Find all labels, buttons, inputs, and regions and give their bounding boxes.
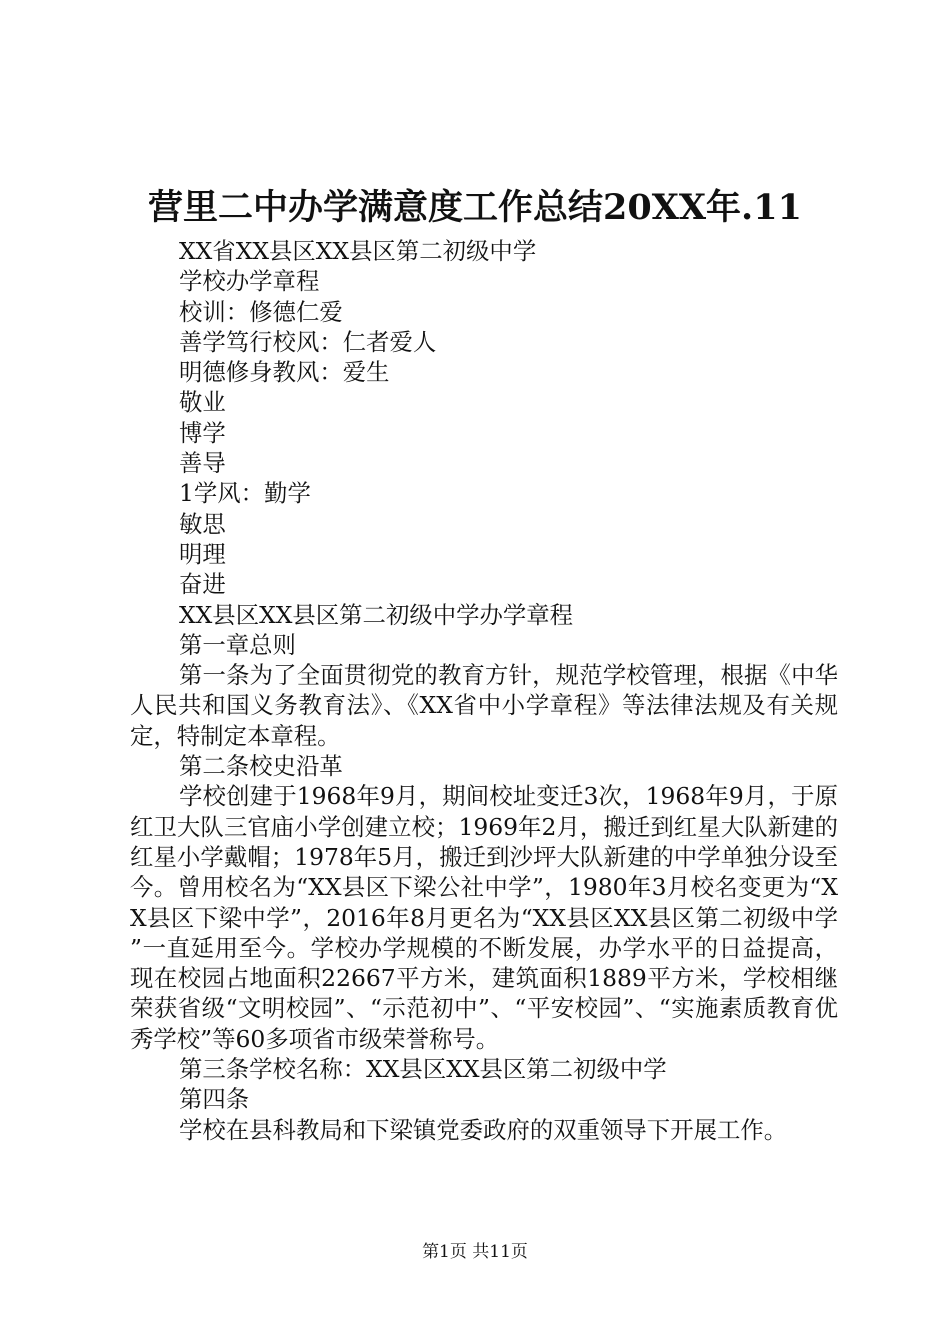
study-spirit-line: 1学风：勤学 (179, 479, 311, 508)
document-body (130, 236, 838, 1145)
school-name-line: XX省XX县区XX县区第二初级中学 (179, 237, 537, 265)
document-title: 营里二中办学满意度工作总结20XX年.11 (148, 187, 802, 228)
chapter-one-heading: 第一章总则 (179, 630, 296, 659)
article-one-paragraph: 第一条为了全面贯彻党的教育方针，规范学校管理，根据《中华人民共和国义务教育法》、《XX省中小学章程》等法律法规及有关规定，特制定本章程。 (130, 661, 838, 750)
page-number-footer: 第1页 共11页 (422, 1242, 528, 1262)
text-line: 奋进 (179, 570, 226, 599)
teaching-spirit-line: 明德修身教风：爱生 (179, 358, 390, 387)
text-line: 敏思 (179, 509, 226, 538)
text-line: 善导 (179, 449, 226, 478)
article-two-paragraph: 学校创建于1968年9月，期间校址变迁3次，1968年9月，于原红卫大队三官庙小学创建立校；1969年2月，搬迁到红星大队新建的红星小学戴帽；1978年5月，搬迁到沙坪大队新建的中学单独分设至今。曾用校名为“XX县区下梁公社中学”，1980年3月校名变更为“XX县区下梁中学”，2016年8月更名为“XX县区XX县区第二初级中学”一直延用至今。学校办学规模的不断发展，办学水平的日益提高，现在校园占地面积22667平方米，建筑面积1889平方米，学校相继荣获省级“文明校园”、“示范初中”、“平安校园”、“实施素质教育优秀学校”等60多项省市级荣誉称号。 (130, 782, 838, 1053)
article-four-line: 学校在县科教局和下梁镇党委政府的双重领导下开展工作。 (179, 1115, 788, 1144)
charter-title-line: XX县区XX县区第二初级中学办学章程 (179, 600, 574, 629)
text-line: 博学 (179, 418, 226, 447)
article-three-line: 第三条学校名称：XX县区XX县区第二初级中学 (179, 1055, 667, 1084)
text-line: 明理 (179, 539, 226, 568)
text-line: 敬业 (179, 388, 226, 417)
motto-line: 校训：修德仁爱 (179, 297, 343, 326)
charter-heading-line: 学校办学章程 (179, 267, 320, 296)
article-four-heading: 第四条 (179, 1085, 250, 1114)
article-two-heading: 第二条校史沿革 (179, 752, 343, 781)
school-spirit-line: 善学笃行校风：仁者爱人 (179, 327, 437, 356)
